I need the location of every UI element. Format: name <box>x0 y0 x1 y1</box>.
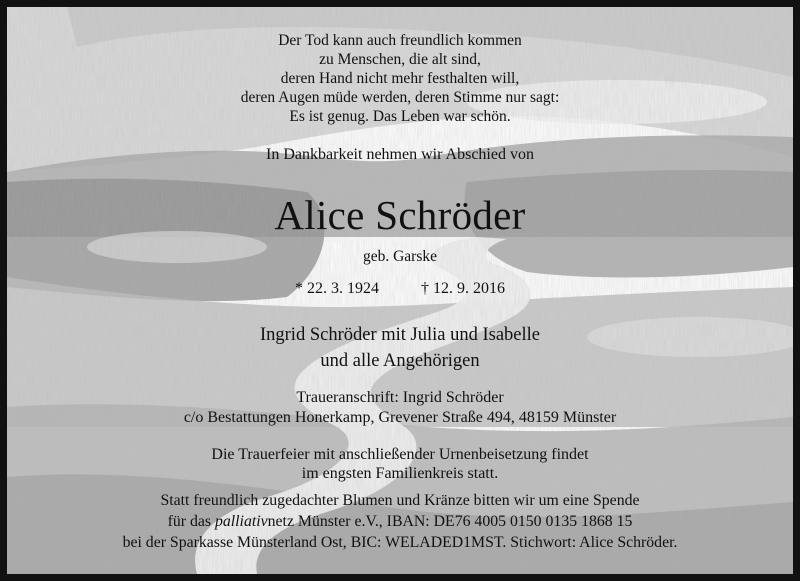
farewell-intro: In Dankbarkeit nehmen wir Abschied von <box>266 146 534 163</box>
mourners-line-2: und alle Angehörigen <box>320 351 480 371</box>
mourning-address-line-2: c/o Bestattungen Honerkamp, Grevener Straße 494, 48159 Münster <box>183 409 617 426</box>
birth-name: geb. Garske <box>362 248 438 265</box>
palliativ-italic-text: palliativ <box>214 513 268 530</box>
donation-line-2-prefix: für das <box>167 513 215 530</box>
poem-line-4: deren Augen müde werden, deren Stimme nur sagt: <box>240 89 560 106</box>
life-dates <box>7 280 793 298</box>
mourning-address-line-1: Traueranschrift: Ingrid Schröder <box>296 389 504 406</box>
mourners-line-1: Ingrid Schröder mit Julia und Isabelle <box>259 325 540 345</box>
donation-line-2-suffix: netz Münster e.V., IBAN: DE76 4005 0150 0135 1868 15 <box>267 513 633 530</box>
poem-line-2: zu Menschen, die alt sind, <box>319 51 481 68</box>
donation-line-3: bei der Sparkasse Münsterland Ost, BIC: WELADED1MST. Stichwort: Alice Schröder. <box>122 534 678 551</box>
death-date: † 12. 9. 2016 <box>421 280 505 297</box>
birth-date: * 22. 3. 1924 <box>295 280 379 297</box>
poem-line-3: deren Hand nicht mehr festhalten will, <box>280 70 520 87</box>
donation-line-1: Statt freundlich zugedachter Blumen und Kränze bitten wir um eine Spende <box>160 492 640 509</box>
ceremony-line-1: Die Trauerfeier mit anschließender Urnenbeisetzung findet <box>211 446 589 463</box>
poem-line-1: Der Tod kann auch freundlich kommen <box>278 32 522 49</box>
ceremony-line-2: im engsten Familienkreis statt. <box>301 465 499 482</box>
poem-line-5: Es ist genug. Das Leben war schön. <box>289 108 511 125</box>
deceased-name: Alice Schröder <box>274 192 526 238</box>
donation-line-2 <box>7 512 793 533</box>
